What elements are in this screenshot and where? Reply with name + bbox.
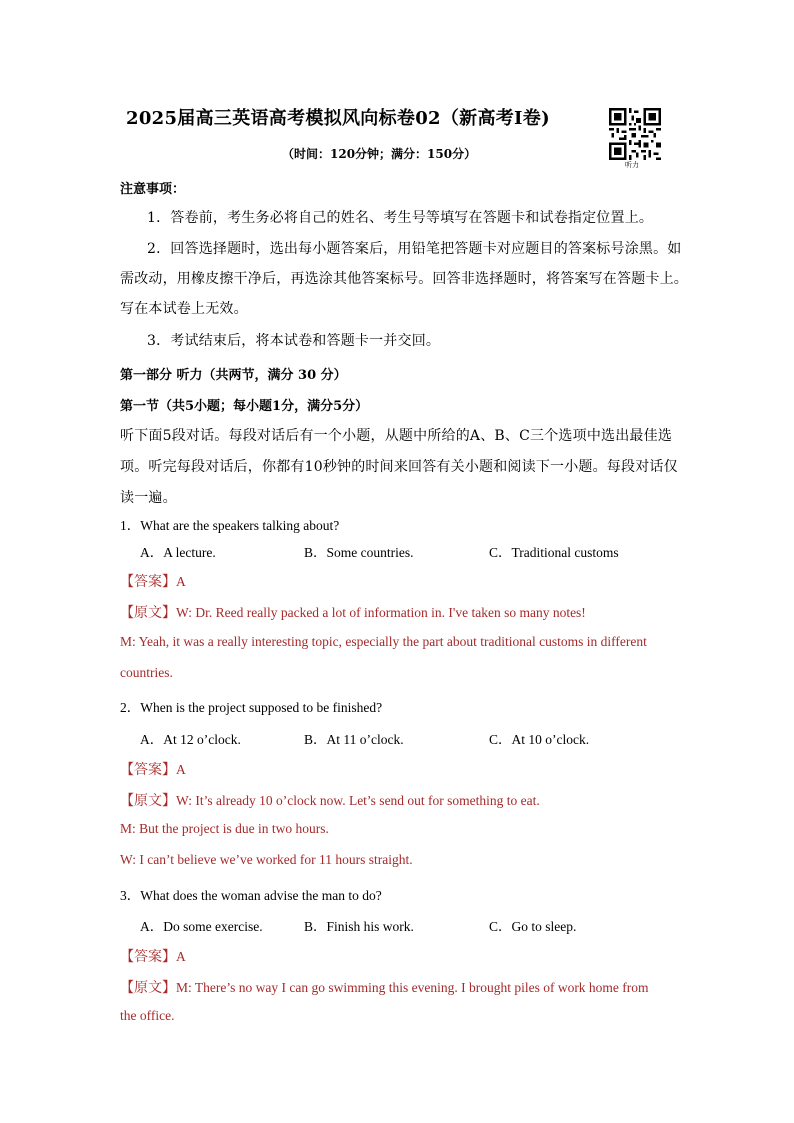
question-2-option-c: C．At 10 o’clock. [489, 732, 590, 747]
answer-tag: 【答案】 [120, 574, 176, 590]
question-3-answer [120, 946, 186, 966]
answer-value: A [176, 762, 186, 777]
question-3-transcript-line-1 [120, 977, 649, 997]
intro-line-2: 项。听完每段对话后，你都有10秒钟的时间来回答有关小题和阅读下一小题。每段对话仅 [120, 459, 678, 475]
page-title: 2025届高三英语高考模拟风向标卷02（新高考I卷) [126, 108, 550, 129]
question-3-transcript-line-2: the office. [120, 1008, 175, 1023]
question-1-transcript-line-1 [120, 602, 586, 622]
transcript-text: M: There’s no way I can go swimming this evening. I brought piles of work home from [176, 980, 649, 995]
question-3-option-b: B．Finish his work. [304, 919, 414, 934]
note-item-3: 3．考试结束后，将本试卷和答题卡一并交回。 [147, 333, 441, 349]
answer-value: A [176, 574, 186, 589]
note-item-2-line-3: 写在本试卷上无效。 [120, 301, 248, 317]
qr-code-icon [609, 108, 661, 160]
question-3-option-c: C．Go to sleep. [489, 919, 577, 934]
question-1-transcript-line-3: countries. [120, 665, 173, 680]
transcript-text: W: Dr. Reed really packed a lot of information in. I've taken so many notes! [176, 605, 586, 620]
question-1-option-b: B．Some countries. [304, 545, 414, 560]
question-3-option-a: A．Do some exercise. [140, 919, 263, 934]
section1-heading: 第一节（共5小题；每小题1分，满分5分） [120, 399, 369, 414]
answer-tag: 【答案】 [120, 949, 176, 965]
transcript-text: W: It’s already 10 o’clock now. Let’s send out for something to eat. [176, 793, 540, 808]
question-1-transcript-line-2: M: Yeah, it was a really interesting topic, especially the part about traditional customs in different [120, 634, 647, 649]
question-1-option-c: C．Traditional customs [489, 545, 619, 560]
intro-line-3: 读一遍。 [120, 490, 177, 506]
transcript-tag: 【原文】 [120, 793, 176, 809]
question-2-transcript-line-2: M: But the project is due in two hours. [120, 821, 329, 836]
question-1-answer [120, 571, 186, 591]
qr-label: 听力 [625, 161, 639, 169]
part1-heading: 第一部分 听力（共两节，满分 30 分） [120, 368, 347, 383]
question-2-option-a: A．At 12 o’clock. [140, 732, 241, 747]
transcript-tag: 【原文】 [120, 980, 176, 996]
question-2-option-b: B．At 11 o’clock. [304, 732, 404, 747]
question-3-stem: 3．What does the woman advise the man to do? [120, 888, 382, 903]
question-2-answer [120, 759, 186, 779]
page-subtitle: （时间：120分钟；满分：150分） [282, 147, 477, 161]
transcript-tag: 【原文】 [120, 605, 176, 621]
answer-value: A [176, 949, 186, 964]
question-1-stem: 1．What are the speakers talking about? [120, 518, 340, 533]
note-item-2-line-2: 需改动，用橡皮擦干净后，再选涂其他答案标号。回答非选择题时，将答案写在答题卡上。 [120, 271, 688, 287]
note-item-1: 1．答卷前，考生务必将自己的姓名、考生号等填写在答题卡和试卷指定位置上。 [147, 210, 654, 226]
question-2-transcript-line-1 [120, 790, 540, 810]
answer-tag: 【答案】 [120, 762, 176, 778]
question-2-transcript-line-3: W: I can’t believe we’ve worked for 11 hours straight. [120, 852, 413, 867]
question-1-option-a: A．A lecture. [140, 545, 216, 560]
note-item-2-line-1: 2．回答选择题时，选出每小题答案后，用铅笔把答题卡对应题目的答案标号涂黑。如 [147, 241, 682, 257]
intro-line-1: 听下面5段对话。每段对话后有一个小题，从题中所给的A、B、C三个选项中选出最佳选 [120, 428, 673, 444]
notes-heading: 注意事项： [120, 182, 186, 197]
question-2-stem: 2．When is the project supposed to be finished? [120, 700, 383, 715]
